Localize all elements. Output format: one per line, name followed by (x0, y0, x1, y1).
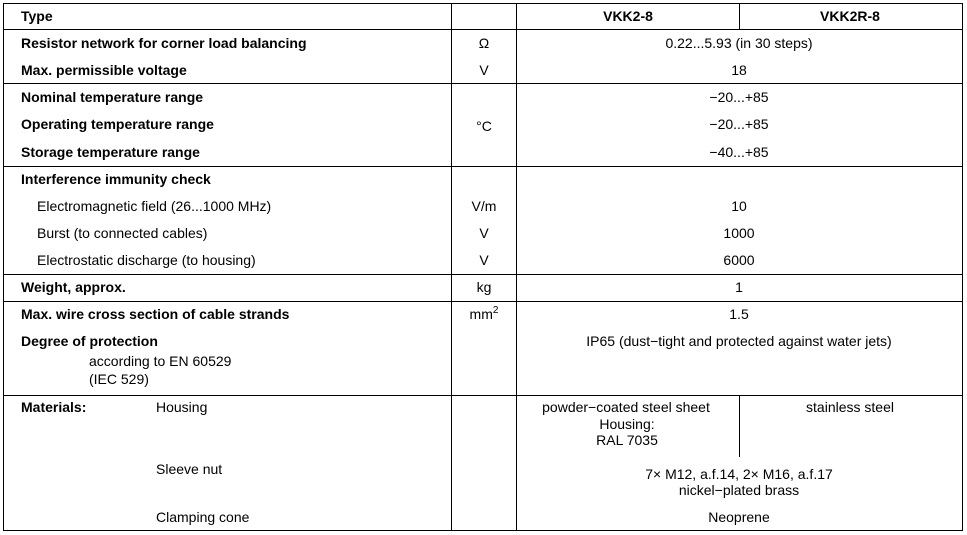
voltage-unit: V (479, 62, 489, 78)
weight-unit: kg (476, 279, 492, 295)
sleeve-nut-line1: 7× M12, a.f.14, 2× M16, a.f.17 (645, 466, 833, 482)
burst-value: 1000 (723, 225, 755, 241)
rule-unit-left (451, 3, 452, 531)
interference-label: Interference immunity check (21, 171, 211, 187)
esd-value: 6000 (723, 252, 755, 268)
rule-right (962, 3, 963, 531)
nominal-temp-label: Nominal temperature range (21, 89, 204, 105)
rule-unit-right (516, 3, 517, 531)
rule (3, 83, 963, 84)
temperature-unit: °C (476, 118, 492, 134)
resistor-label: Resistor network for corner load balancing (21, 35, 307, 51)
rule (3, 166, 963, 167)
em-field-unit: V/m (471, 198, 497, 214)
rule (3, 395, 963, 396)
housing-vkk2-line1: powder−coated steel sheet (542, 399, 710, 415)
storage-temp-value: −40...+85 (709, 144, 769, 160)
rule-bottom (3, 530, 963, 531)
voltage-value: 18 (731, 62, 747, 78)
protection-value: IP65 (dust−tight and protected against water jets) (586, 333, 892, 349)
header-vkk2-8: VKK2-8 (603, 8, 653, 24)
burst-label: Burst (to connected cables) (37, 225, 208, 241)
wire-unit-exponent: 2 (492, 305, 499, 316)
housing-label: Housing (156, 399, 208, 415)
voltage-label: Max. permissible voltage (21, 62, 187, 78)
rule-variant-split (739, 3, 740, 30)
weight-value: 1 (735, 279, 743, 295)
rule-left (3, 3, 4, 531)
rule-variant-split (739, 395, 740, 457)
clamping-cone-label: Clamping cone (156, 509, 250, 525)
resistor-unit: Ω (478, 35, 490, 51)
housing-vkk2r: stainless steel (806, 399, 894, 415)
protection-standard: according to EN 60529 (89, 353, 232, 369)
sleeve-nut-label: Sleeve nut (156, 461, 223, 477)
protection-iec: (IEC 529) (89, 371, 149, 387)
em-field-value: 10 (731, 198, 747, 214)
sleeve-nut-line2: nickel−plated brass (678, 482, 800, 498)
header-vkk2r-8: VKK2R-8 (820, 8, 880, 24)
wire-label: Max. wire cross section of cable strands (21, 306, 290, 322)
materials-label: Materials: (21, 399, 87, 415)
em-field-label: Electromagnetic field (26...1000 MHz) (37, 198, 272, 214)
esd-label: Electrostatic discharge (to housing) (37, 252, 256, 268)
clamping-cone-value: Neoprene (708, 509, 770, 525)
nominal-temp-value: −20...+85 (709, 89, 769, 105)
wire-unit (470, 306, 499, 322)
resistor-value: 0.22...5.93 (in 30 steps) (665, 35, 813, 51)
burst-unit: V (479, 225, 489, 241)
rule (3, 274, 963, 275)
rule-top (3, 3, 963, 4)
header-type: Type (21, 8, 53, 24)
rule-header (3, 29, 963, 30)
housing-vkk2-line2: Housing: (599, 416, 655, 432)
wire-value: 1.5 (729, 306, 749, 322)
storage-temp-label: Storage temperature range (21, 144, 200, 160)
operating-temp-label: Operating temperature range (21, 116, 214, 132)
weight-label: Weight, approx. (21, 279, 126, 295)
housing-vkk2-line3: RAL 7035 (596, 432, 658, 448)
protection-label: Degree of protection (21, 333, 158, 349)
operating-temp-value: −20...+85 (709, 116, 769, 132)
rule (3, 301, 963, 302)
wire-unit-base: mm (469, 306, 493, 322)
esd-unit: V (479, 252, 489, 268)
